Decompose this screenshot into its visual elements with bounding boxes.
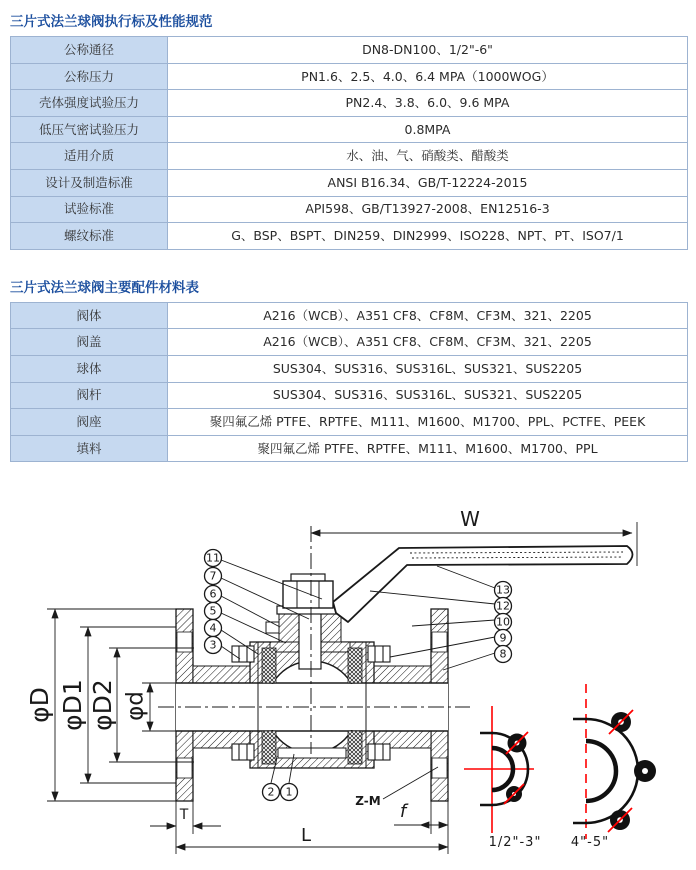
table-row	[11, 409, 688, 436]
dim-label-phi-d1: φD1	[58, 679, 87, 732]
bolt-hole	[608, 808, 632, 832]
seat-retainer	[278, 748, 346, 758]
row-label: 壳体强度试验压力	[11, 90, 168, 117]
table-row	[11, 143, 688, 170]
flange-end-view-large	[571, 684, 656, 850]
bolt-hole	[634, 760, 656, 782]
row-label: 阀杆	[11, 382, 168, 409]
row-label: 公称通径	[11, 37, 168, 64]
spec-table-title: 三片式法兰球阀执行标及性能规范	[10, 14, 213, 30]
balloon-3: 3	[209, 638, 217, 652]
row-value: API598、GB/T13927-2008、EN12516-3	[168, 196, 688, 223]
table-row	[11, 223, 688, 250]
row-label: 球体	[11, 355, 168, 382]
balloon-12: 12	[496, 599, 510, 613]
material-table-title: 三片式法兰球阀主要配件材料表	[10, 279, 199, 296]
valve-cross-section	[158, 526, 633, 801]
row-value: SUS304、SUS316、SUS316L、SUS321、SUS2205	[168, 355, 688, 382]
bolt-hole	[504, 784, 524, 804]
row-label: 设计及制造标准	[11, 169, 168, 196]
row-label: 阀座	[11, 409, 168, 436]
dim-label-l: L	[300, 825, 312, 847]
dim-label-t: T	[179, 807, 189, 824]
balloon-2: 2	[267, 785, 275, 799]
stem	[299, 609, 321, 669]
table-row	[11, 435, 688, 462]
thread-callout-label: Z-M	[355, 794, 381, 809]
balloon-13: 13	[496, 583, 510, 597]
row-label: 螺纹标准	[11, 223, 168, 250]
row-value: A216（WCB）、A351 CF8、CF8M、CF3M、321、2205	[168, 302, 688, 329]
flange-end-view-small	[464, 706, 541, 850]
table-row	[11, 355, 688, 382]
table-row	[11, 63, 688, 90]
row-value: 聚四氟乙烯 PTFE、RPTFE、M111、M1600、M1700、PPL	[168, 435, 688, 462]
table-row	[11, 196, 688, 223]
dim-label-phi-d-small: φd	[122, 691, 149, 722]
balloon-7: 7	[209, 569, 217, 583]
balloon-8: 8	[499, 647, 507, 661]
table-row	[11, 90, 688, 117]
bolt-hole	[609, 710, 633, 734]
row-value: 0.8MPA	[168, 116, 688, 143]
table-row	[11, 302, 688, 329]
balloon-11: 11	[206, 551, 220, 565]
balloon-4: 4	[209, 621, 217, 635]
row-value: DN8-DN100、1/2"-6"	[168, 37, 688, 64]
row-label: 试验标准	[11, 196, 168, 223]
row-value: ANSI B16.34、GB/T-12224-2015	[168, 169, 688, 196]
table-row	[11, 329, 688, 356]
table-row	[11, 169, 688, 196]
end-view-label-small: 1/2"-3"	[488, 835, 542, 851]
handle-lever	[333, 546, 633, 622]
balloon-5: 5	[209, 604, 217, 618]
row-value: 聚四氟乙烯 PTFE、RPTFE、M111、M1600、M1700、PPL、PCTFE、PEEK	[168, 409, 688, 436]
row-value: PN2.4、3.8、6.0、9.6 MPA	[168, 90, 688, 117]
balloon-10: 10	[496, 615, 510, 629]
row-label: 适用介质	[11, 143, 168, 170]
dim-label-f: f	[399, 801, 407, 823]
end-view-label-large: 4"-5"	[570, 835, 610, 851]
row-label: 低压气密试验压力	[11, 116, 168, 143]
row-label: 阀盖	[11, 329, 168, 356]
table-row	[11, 382, 688, 409]
valve-technical-drawing	[0, 496, 696, 870]
material-table	[10, 302, 688, 463]
row-value: G、BSP、BSPT、DIN259、DIN2999、ISO228、NPT、PT、ISO7/1	[168, 223, 688, 250]
row-label: 阀体	[11, 302, 168, 329]
bolt-hole	[506, 732, 528, 754]
spec-table	[10, 36, 688, 250]
row-value: SUS304、SUS316、SUS316L、SUS321、SUS2205	[168, 382, 688, 409]
table-row	[11, 37, 688, 64]
row-label: 公称压力	[11, 63, 168, 90]
dim-label-phi-d2: φD2	[88, 679, 117, 732]
row-value: 水、油、气、硝酸类、醋酸类	[168, 143, 688, 170]
dim-label-w: W	[460, 507, 480, 532]
row-value: A216（WCB）、A351 CF8、CF8M、CF3M、321、2205	[168, 329, 688, 356]
balloon-1: 1	[285, 785, 293, 799]
balloon-6: 6	[209, 587, 217, 601]
stem-nut	[283, 574, 333, 608]
table-row	[11, 116, 688, 143]
row-label: 填料	[11, 435, 168, 462]
row-value: PN1.6、2.5、4.0、6.4 MPA（1000WOG）	[168, 63, 688, 90]
balloon-9: 9	[499, 631, 507, 645]
dim-label-phi-d: φD	[25, 687, 54, 724]
